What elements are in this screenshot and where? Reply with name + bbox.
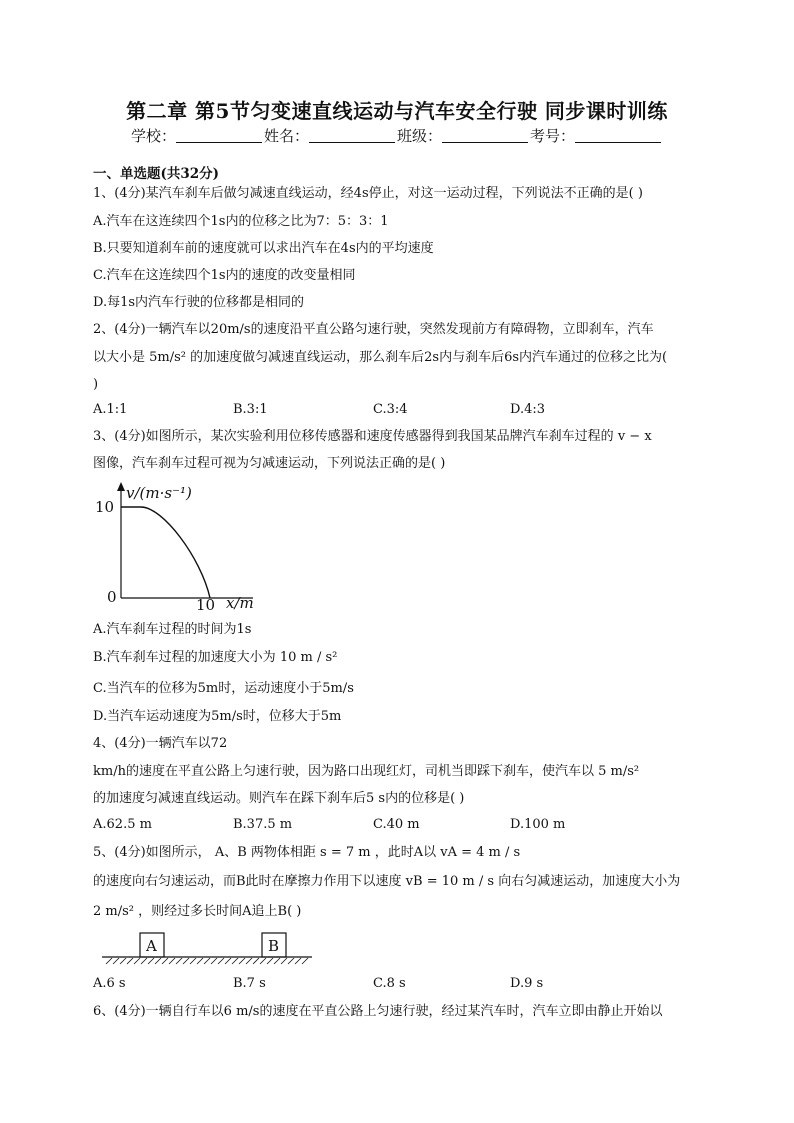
student-info-line	[0, 125, 794, 146]
q5-option-b[interactable]: B.7 s	[233, 976, 266, 991]
q1-option-b[interactable]: B.只要知道刹车前的速度就可以求出汽车在4s内的平均速度	[93, 241, 434, 256]
q2-stem-line3: )	[93, 377, 99, 392]
class-label: 班级：	[397, 127, 443, 145]
graph-y-tick: 10	[95, 498, 115, 516]
q5-option-d[interactable]: D.9 s	[510, 976, 544, 991]
q5-stem-line3: 2 m/s² ，则经过多长时间A追上B( )	[93, 904, 302, 919]
q5-option-a[interactable]: A.6 s	[93, 976, 126, 991]
q1-stem: 1、(4分)某汽车刹车后做匀减速直线运动，经4s停止，对这一运动过程，下列说法不正确的是( )	[93, 186, 643, 201]
number-blank[interactable]	[575, 128, 661, 143]
q2-stem-line2: 以大小是 5m/s² 的加速度做匀减速直线运动，那么刹车后2s内与刹车后6s内汽车通过的位移之比为(	[93, 350, 668, 365]
q2-option-d[interactable]: D.4:3	[510, 402, 546, 417]
q3-option-d[interactable]: D.当汽车运动速度为5m/s时，位移大于5m	[93, 709, 342, 724]
y-axis-arrow-icon	[117, 482, 125, 491]
q3-option-a[interactable]: A.汽车刹车过程的时间为1s	[93, 622, 252, 637]
q3-stem-line1: 3、(4分)如图所示，某次实验利用位移传感器和速度传感器得到我国某品牌汽车刹车过程的 v − x	[93, 429, 652, 444]
page-title: 第二章 第5节匀变速直线运动与汽车安全行驶 同步课时训练	[126, 99, 668, 123]
class-blank[interactable]	[442, 128, 528, 143]
q1-option-c[interactable]: C.汽车在这连续四个1s内的速度的改变量相同	[93, 268, 356, 283]
q2-stem-line1: 2、(4分)一辆汽车以20m/s的速度沿平直公路匀速行驶，突然发现前方有障碍物，立即刹车，汽车	[93, 322, 654, 337]
number-label: 考号：	[530, 127, 576, 145]
q2-option-a[interactable]: A.1:1	[93, 402, 128, 417]
q5-stem-line2: 的速度向右匀速运动，而B此时在摩擦力作用下以速度 vB = 10 m / s 向右匀减速运动，加速度大小为	[93, 874, 681, 889]
q3-vx-graph	[93, 478, 283, 618]
q4-stem-line3: 的加速度匀减速直线运动。则汽车在踩下刹车后5 s内的位移是( )	[93, 791, 465, 806]
q5-stem-line1: 5、(4分)如图所示， A、B 两物体相距 s = 7 m ，此时A以 vA = 4 m / s	[93, 845, 521, 860]
v-x-curve	[121, 507, 210, 598]
q4-stem-line1: 4、(4分)一辆汽车以72	[93, 736, 228, 751]
q4-option-b[interactable]: B.37.5 m	[233, 817, 293, 832]
q2-option-c[interactable]: C.3:4	[373, 402, 408, 417]
q4-option-d[interactable]: D.100 m	[510, 817, 566, 832]
q3-stem-line2: 图像，汽车刹车过程可视为匀减速运动，下列说法正确的是( )	[93, 456, 446, 471]
graph-origin: 0	[107, 588, 117, 606]
q6-stem-line1: 6、(4分)一辆自行车以6 m/s的速度在平直公路上匀速行驶，经过某汽车时，汽车立即由静止开始以	[93, 1004, 663, 1019]
q5-option-c[interactable]: C.8 s	[373, 976, 406, 991]
block-a-label: A	[146, 937, 157, 955]
name-label: 姓名：	[263, 127, 309, 145]
q4-option-a[interactable]: A.62.5 m	[93, 817, 152, 832]
ground-hatching	[106, 958, 308, 964]
graph-y-label: v/(m·s⁻¹)	[126, 484, 192, 502]
q4-stem-line2: km/h的速度在平直公路上匀速行驶，因为路口出现红灯，司机当即踩下刹车，使汽车以 5 m/s²	[93, 764, 640, 779]
school-label: 学校：	[130, 127, 176, 145]
school-blank[interactable]	[176, 128, 262, 143]
name-blank[interactable]	[309, 128, 395, 143]
q1-option-a[interactable]: A.汽车在这连续四个1s内的位移之比为7：5：3：1	[93, 214, 389, 229]
q2-option-b[interactable]: B.3:1	[233, 402, 268, 417]
q3-option-b[interactable]: B.汽车刹车过程的加速度大小为 10 m / s²	[93, 650, 338, 665]
q4-option-c[interactable]: C.40 m	[373, 817, 420, 832]
graph-x-label: x/m	[226, 594, 254, 612]
q3-option-c[interactable]: C.当汽车的位移为5m时，运动速度小于5m/s	[93, 681, 354, 696]
section-heading: 一、单选题(共32分)	[93, 166, 220, 182]
block-b-label: B	[268, 937, 280, 955]
graph-x-tick: 10	[196, 596, 216, 614]
q5-blocks-figure	[100, 930, 315, 968]
q1-option-d[interactable]: D.每1s内汽车行驶的位移都是相同的	[93, 295, 305, 310]
